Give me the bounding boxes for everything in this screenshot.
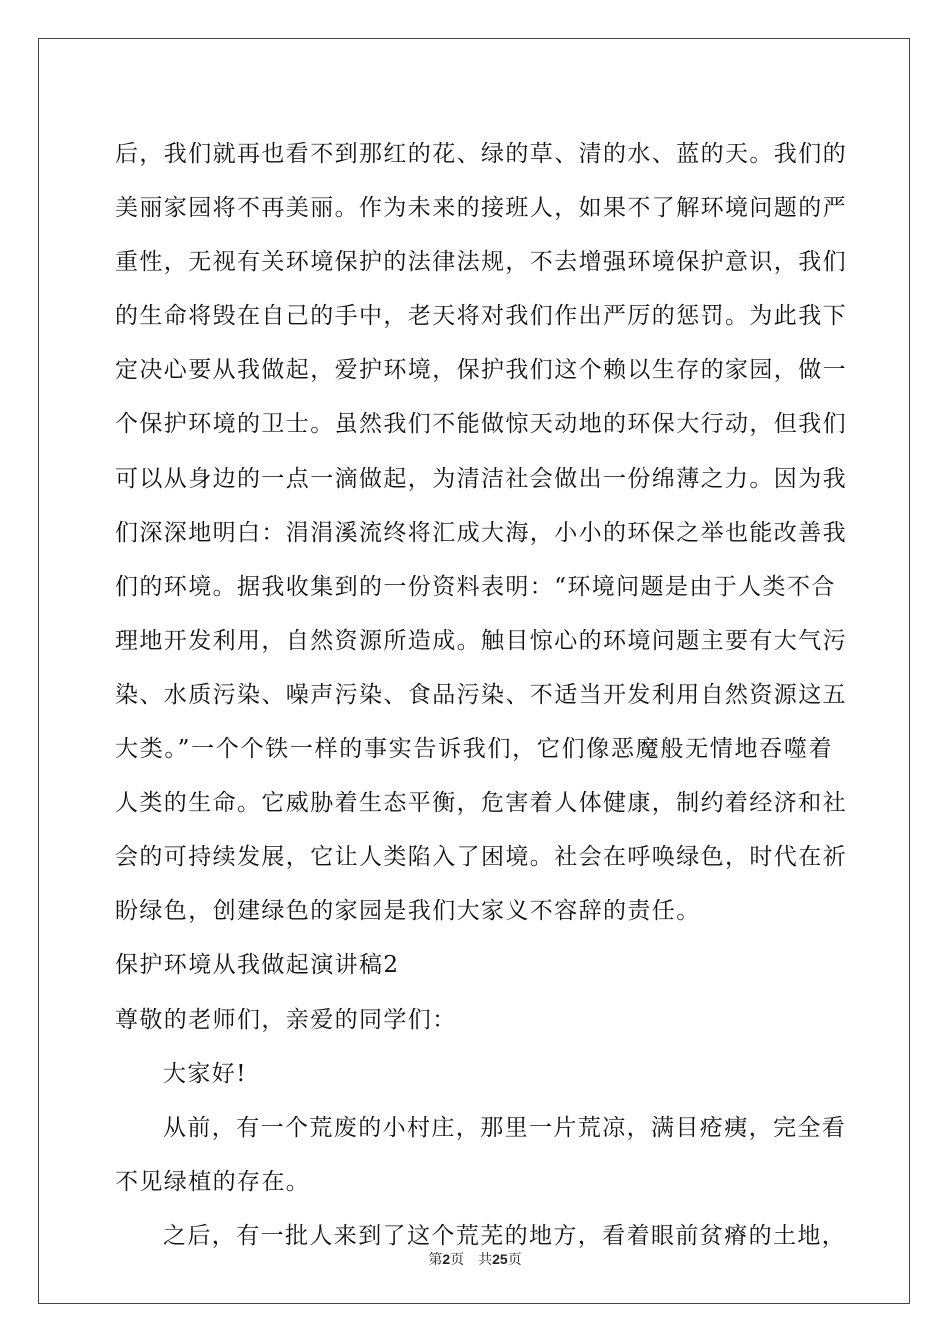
total-prefix: 共 bbox=[478, 1252, 493, 1268]
page-number: 2 bbox=[442, 1251, 451, 1267]
paragraph-line: 重性，无视有关环境保护的法律法规，不去增强环境保护意识，我们 bbox=[115, 249, 847, 276]
paragraph-line: 后，我们就再也看不到那红的花、绿的草、清的水、蓝的天。我们的 bbox=[115, 141, 847, 167]
paragraph-line: 们深深地明白：涓涓溪流终将汇成大海，小小的环保之举也能改善我 bbox=[115, 519, 847, 546]
document-body bbox=[115, 127, 847, 1263]
paragraph-line: 盼绿色，创建绿色的家园是我们大家义不容辞的责任。 bbox=[115, 898, 701, 925]
paragraph-line: 之后，有一批人来到了这个荒芜的地方，看着眼前贫瘠的土地， bbox=[163, 1222, 847, 1249]
page-footer bbox=[0, 1249, 950, 1269]
paragraph-line: 从前，有一个荒废的小村庄，那里一片荒凉，满目疮痍，完全看 bbox=[163, 1114, 847, 1141]
paragraph-line: 定决心要从我做起，爱护环境，保护我们这个赖以生存的家园，做一 bbox=[115, 357, 847, 384]
paragraph-line: 个保护环境的卫士。虽然我们不能做惊天动地的环保大行动，但我们 bbox=[115, 411, 847, 438]
paragraph-line: 的生命将毁在自己的手中，老天将对我们作出严厉的惩罚。为此我下 bbox=[115, 303, 847, 330]
paragraph-line: 美丽家园将不再美丽。作为未来的接班人，如果不了解环境问题的严 bbox=[115, 195, 847, 222]
paragraph-line: 染、水质污染、噪声污染、食品污染、不适当开发利用自然资源这五 bbox=[115, 681, 847, 708]
paragraph-line: 人类的生命。它威胁着生态平衡，危害着人体健康，制约着经济和社 bbox=[115, 790, 847, 817]
salutation: 尊敬的老师们，亲爱的同学们： bbox=[115, 1006, 457, 1033]
total-pages: 25 bbox=[492, 1251, 508, 1267]
total-suffix: 页 bbox=[507, 1252, 522, 1268]
greeting: 大家好! bbox=[163, 1060, 247, 1087]
paragraph-line: 理地开发利用，自然资源所造成。触目惊心的环境问题主要有大气污 bbox=[115, 627, 847, 654]
page-prefix: 第 bbox=[428, 1252, 443, 1268]
paragraph-continuation bbox=[115, 127, 847, 938]
paragraph-line: 不见绿植的存在。 bbox=[115, 1168, 311, 1195]
paragraph-line: 可以从身边的一点一滴做起，为清洁社会做出一份绵薄之力。因为我 bbox=[115, 465, 847, 492]
paragraph-line: 大类。”一个个铁一样的事实告诉我们，它们像恶魔般无情地吞噬着 bbox=[115, 736, 833, 763]
page-suffix: 页 bbox=[450, 1252, 465, 1268]
paragraph-line: 们的环境。据我收集到的一份资料表明：“环境问题是由于人类不合 bbox=[115, 573, 836, 600]
section-title: 保护环境从我做起演讲稿2 bbox=[115, 952, 400, 979]
paragraph-story-intro bbox=[115, 1101, 847, 1209]
paragraph-line: 会的可持续发展，它让人类陷入了困境。社会在呼唤绿色，时代在祈 bbox=[115, 844, 847, 871]
